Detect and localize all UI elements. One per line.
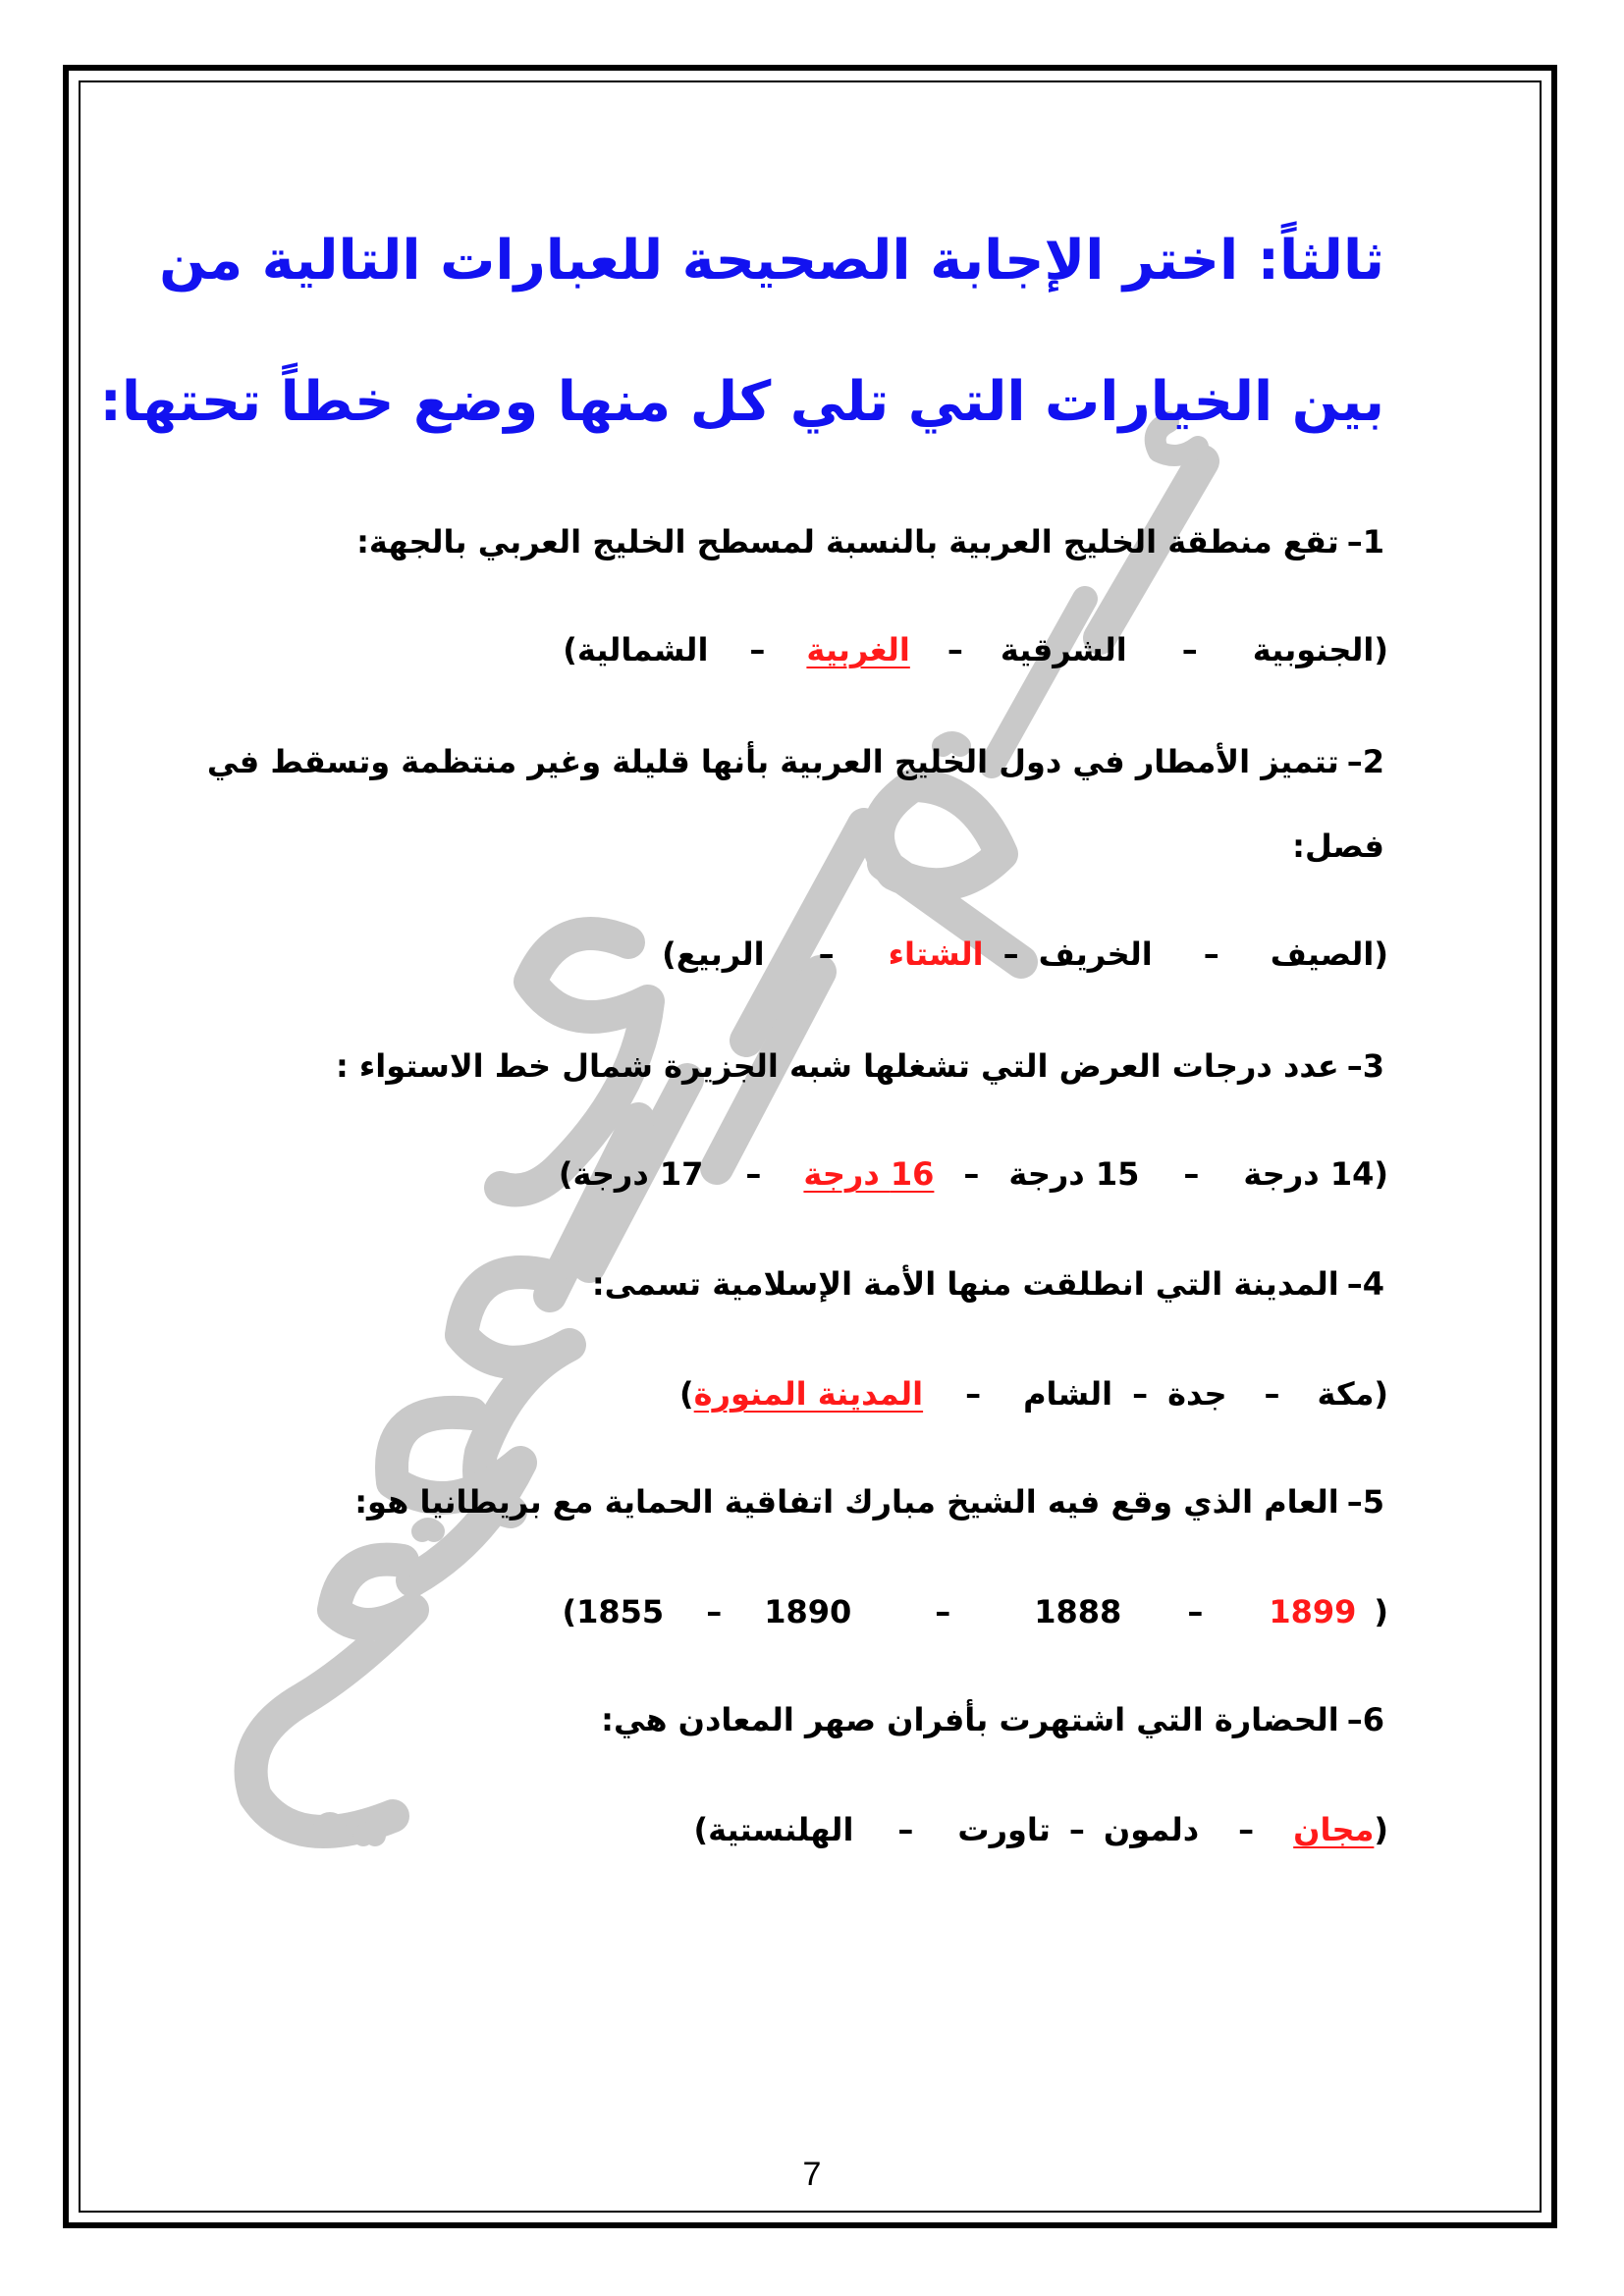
- separator: –: [963, 1155, 980, 1193]
- separator: –: [749, 631, 766, 668]
- open-paren: (: [1374, 1811, 1388, 1848]
- question-number: 3–: [1346, 1047, 1384, 1085]
- option[interactable]: دلمون: [1103, 1811, 1200, 1848]
- question-number: 5–: [1346, 1483, 1384, 1521]
- question-number: 2–: [1346, 743, 1384, 780]
- separator: –: [706, 1593, 723, 1630]
- page-number: 7: [802, 2156, 822, 2193]
- option-correct[interactable]: الغربية: [806, 631, 910, 668]
- separator: –: [1187, 1593, 1204, 1630]
- option[interactable]: الجنوبية: [1252, 631, 1375, 668]
- separator: –: [1203, 935, 1219, 973]
- options-5: [562, 1593, 1389, 1630]
- option-correct[interactable]: الشتاء: [888, 935, 984, 973]
- separator: –: [1132, 1375, 1149, 1413]
- option[interactable]: الربيع: [676, 935, 765, 973]
- option-correct[interactable]: مجان: [1293, 1811, 1375, 1848]
- close-paren: ): [558, 1155, 573, 1193]
- separator: –: [818, 935, 835, 973]
- option[interactable]: الشرقية: [1000, 631, 1127, 668]
- question-2: [206, 743, 1384, 780]
- question-text: المدينة التي انطلقت منها الأمة الإسلامية تسمى:: [591, 1265, 1339, 1303]
- question-number: 6–: [1346, 1701, 1384, 1738]
- question-text: الحضارة التي اشتهرت بأفران صهر المعادن هي:: [601, 1701, 1339, 1738]
- question-4: [236, 1265, 1384, 1303]
- open-paren: (: [1374, 935, 1388, 973]
- close-paren: ): [662, 935, 677, 973]
- separator: –: [935, 1593, 951, 1630]
- question-3: [236, 1047, 1384, 1085]
- question-number: 1–: [1346, 523, 1384, 561]
- separator: –: [947, 631, 963, 668]
- question-text: العام الذي وقع فيه الشيخ مبارك اتفاقية الحماية مع بريطانيا هو:: [354, 1483, 1339, 1521]
- separator: –: [745, 1155, 762, 1193]
- option[interactable]: 1855: [576, 1593, 665, 1630]
- option-correct[interactable]: 1899: [1269, 1593, 1357, 1630]
- separator: –: [1002, 935, 1019, 973]
- options-4: [679, 1375, 1388, 1413]
- options-6: [693, 1811, 1388, 1848]
- open-paren: (: [1374, 1375, 1388, 1413]
- option-correct[interactable]: 16 درجة: [803, 1155, 935, 1193]
- option[interactable]: الخريف: [1038, 935, 1153, 973]
- separator: –: [1068, 1811, 1085, 1848]
- close-paren: ): [563, 631, 577, 668]
- separator: –: [1183, 1155, 1200, 1193]
- close-paren: ): [693, 1811, 709, 1848]
- question-text: تقع منطقة الخليج العربية بالنسبة لمسطح الخليج العربي بالجهة:: [356, 523, 1339, 561]
- question-2-continued: فصل:: [1292, 828, 1384, 865]
- question-number: 4–: [1346, 1265, 1384, 1303]
- option[interactable]: الهلنستية: [708, 1811, 854, 1848]
- open-paren: (: [1374, 631, 1388, 668]
- option[interactable]: 15 درجة: [1008, 1155, 1140, 1193]
- option[interactable]: 14 درجة: [1243, 1155, 1375, 1193]
- separator: –: [1264, 1375, 1280, 1413]
- open-paren: (: [1374, 1593, 1388, 1630]
- close-paren: ): [679, 1375, 694, 1413]
- question-text: تتميز الأمطار في دول الخليج العربية بأنها قليلة وغير منتظمة وتسقط في: [206, 743, 1339, 780]
- option[interactable]: تاورت: [957, 1811, 1051, 1848]
- question-text: عدد درجات العرض التي تشغلها شبه الجزيرة شمال خط الاستواء :: [335, 1047, 1339, 1085]
- separator: –: [965, 1375, 982, 1413]
- option[interactable]: الشام: [1023, 1375, 1113, 1413]
- separator: –: [1181, 631, 1198, 668]
- option[interactable]: الشمالية: [576, 631, 709, 668]
- separator: –: [1238, 1811, 1255, 1848]
- options-3: [558, 1155, 1388, 1193]
- option[interactable]: مكة: [1317, 1375, 1375, 1413]
- close-paren: ): [562, 1593, 577, 1630]
- option[interactable]: 1888: [1034, 1593, 1122, 1630]
- option-correct[interactable]: المدينة المنورة: [693, 1375, 924, 1413]
- option[interactable]: 17 درجة: [572, 1155, 704, 1193]
- option[interactable]: الصيف: [1270, 935, 1375, 973]
- section-heading-line-2: بين الخيارات التي تلي كل منها وضع خطاً تحتها:: [99, 370, 1384, 434]
- separator: –: [897, 1811, 914, 1848]
- question-6: [236, 1701, 1384, 1738]
- question-5: [236, 1483, 1384, 1521]
- options-1: [563, 631, 1388, 668]
- options-2: [662, 935, 1388, 973]
- option[interactable]: جدة: [1167, 1375, 1227, 1413]
- section-heading-line-1: ثالثاً: اختر الإجابة الصحيحة للعبارات التالية من: [159, 229, 1384, 293]
- open-paren: (: [1374, 1155, 1388, 1193]
- option[interactable]: 1890: [764, 1593, 852, 1630]
- question-1: [236, 523, 1384, 561]
